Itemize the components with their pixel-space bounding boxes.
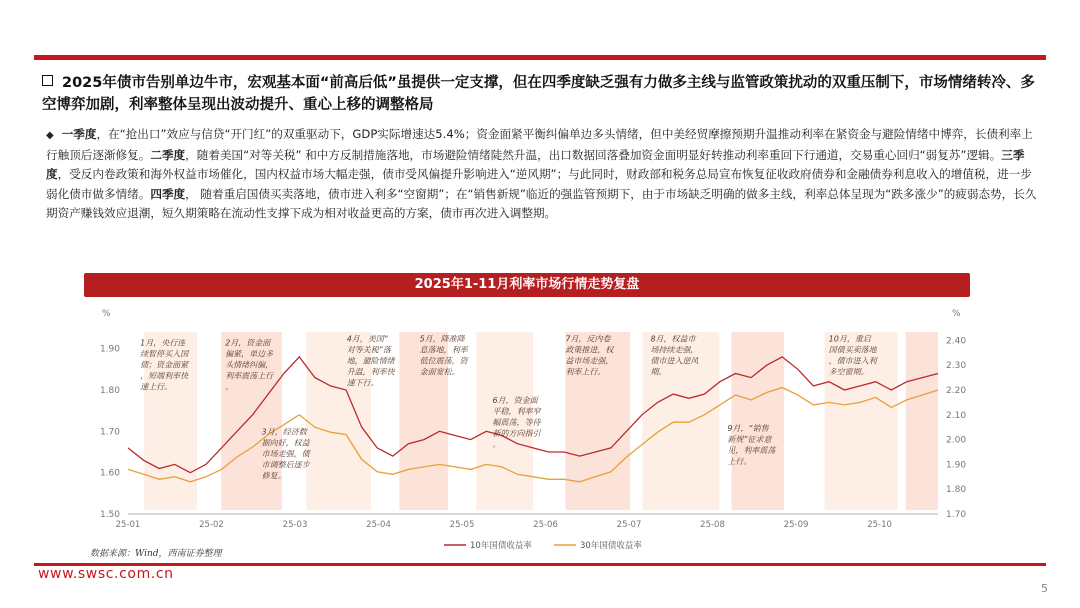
- annotation-line: 对等关税”落: [346, 345, 391, 355]
- annotation-line: 债市进入逆风: [650, 356, 699, 366]
- annotation-line: 利率上行。: [565, 367, 606, 377]
- right-tick-label: 2.40: [946, 336, 967, 347]
- q1-text: ，在“抢出口”效应与信贷“开门红”的双重驱动下，GDP实际增速达5.4%；资金面紧平衡纠偏单边多头情绪，但中美经贸摩擦预期升温推动利率在紧资金与避险情绪中博弈，长债利率上行触顶后逐渐修复。: [46, 127, 1033, 162]
- annotation-line: 低位震荡，资: [419, 356, 468, 366]
- left-tick-label: 1.80: [99, 386, 120, 396]
- annotation-line: 6月，资金面: [492, 396, 538, 406]
- annotation-line: 8月，权益市: [650, 334, 696, 344]
- annotation-line: 幅震荡，等待: [492, 418, 541, 428]
- period-band-8: [731, 332, 784, 510]
- right-tick-label: 1.80: [946, 485, 967, 496]
- period-band-2: [221, 332, 282, 510]
- q1-label: 一季度: [61, 127, 97, 141]
- annotation-line: 金面宽松。: [419, 367, 460, 377]
- annotation-line: 多空窗期。: [828, 367, 869, 377]
- right-tick-label: 1.70: [946, 510, 967, 520]
- annotation-line: 政策推进，权: [565, 345, 614, 355]
- annotation-line: 平稳，利率窄: [492, 407, 541, 417]
- annotation-line: 利率震荡上行: [225, 371, 274, 381]
- annotation-line: 上行。: [727, 457, 752, 466]
- headline-text: 2025年债市告别单边牛市，宏观基本面“前高后低”虽提供一定支撑，但在四季度缺乏强有力做多主线与监管政策扰动的双重压制下，市场情绪转冷、多空博弈加剧，利率整体呈现出波动提升、重心上移的调整格局: [42, 75, 1035, 113]
- annotation-line: 益市场走强，: [565, 356, 614, 366]
- annotation-line: ，债市进入利: [828, 356, 877, 366]
- annotation-line: 5月，降准降: [419, 334, 465, 344]
- headline: [42, 72, 1042, 116]
- q4-label: 四季度: [150, 186, 186, 201]
- quarterly-review-paragraph: [46, 125, 1042, 224]
- annotation-line: 场持续走强，: [650, 345, 699, 355]
- legend-label-1: 10年国债收益率: [470, 541, 532, 551]
- x-tick-label: 25-02: [199, 520, 224, 530]
- legend-label-2: 30年国债收益率: [580, 541, 642, 551]
- annotation-line: 升温，利率快: [346, 367, 395, 377]
- annotation-line: 4月，美国“: [346, 334, 388, 344]
- annotation-line: 国债买卖落地: [828, 345, 877, 355]
- annotation-line: 市场走强，债: [261, 449, 310, 459]
- annotation-line: 速下行。: [346, 378, 379, 388]
- diamond-bullet-icon: ◆: [46, 130, 54, 141]
- annotation-line: 新规”征求意: [727, 435, 772, 444]
- annotation-3: [262, 428, 311, 481]
- left-tick-label: 1.60: [99, 468, 120, 479]
- annotation-line: 2月，资金面: [225, 338, 271, 348]
- annotation-line: 7月，反内卷: [565, 334, 611, 344]
- footer-url[interactable]: www.swsc.com.cn: [38, 566, 174, 582]
- annotation-line: 头情绪纠偏，: [225, 360, 274, 370]
- annotation-line: 地，避险情绪: [346, 356, 395, 366]
- q3-label: 三季度: [46, 147, 1025, 181]
- annotation-line: 新的方向指引: [492, 429, 541, 439]
- annotation-4: [347, 335, 396, 388]
- period-band-10: [906, 332, 938, 510]
- x-tick-label: 25-03: [282, 520, 308, 530]
- right-tick-label: 2.10: [946, 410, 967, 421]
- annotation-line: 。: [492, 440, 501, 450]
- x-tick-label: 25-06: [533, 520, 558, 530]
- x-tick-label: 25-05: [449, 520, 475, 530]
- annotation-line: 。: [225, 382, 234, 392]
- right-tick-label: 2.20: [946, 386, 967, 396]
- annotation-line: 据向好，权益: [261, 438, 310, 448]
- annotation-line: 息落地，利率: [419, 345, 468, 355]
- top-accent-bar: [34, 55, 1046, 60]
- x-tick-label: 25-04: [366, 520, 391, 530]
- x-tick-label: 25-01: [115, 520, 141, 530]
- x-tick-label: 25-08: [700, 520, 725, 530]
- annotation-line: 9月，“销售: [727, 424, 769, 433]
- annotation-line: 修复。: [261, 471, 286, 481]
- x-tick-label: 25-07: [616, 520, 642, 530]
- bottom-accent-bar: [34, 563, 1046, 566]
- annotation-line: ，短端利率快: [140, 371, 189, 381]
- annotation-line: 见，利率震荡: [727, 446, 776, 455]
- yield-chart: [84, 298, 970, 560]
- square-bullet-icon: [42, 75, 53, 86]
- q2-label: 二季度: [150, 147, 186, 162]
- q4-text: ， 随着重启国债买卖落地，债市进入利多“空窗期”；在“销售新规”临近的强监管预期下，由于市场缺乏明确的做多主线，利率总体呈现为“跌多涨少”的疲弱态势，长久期资产赚钱效应退潮，短久期策略在流动性支撑下成为相对收益更高的方案，债市再次进入调整期。: [46, 186, 1037, 220]
- left-tick-label: 1.90: [99, 344, 120, 355]
- annotation-line: 10月，重启: [828, 334, 871, 344]
- annotation-line: 偏紧，单边多: [225, 349, 274, 359]
- q3-text: ，受反内卷政策和海外权益市场催化，国内权益市场大幅走强，债市受风偏提升影响进入“逆风期”；与此同时，财政部和税务总局宣布恢复征收政府债券和金融债券利息收入的增值税，进一步弱化债市做多情绪。: [46, 167, 1032, 201]
- q2-text: ，随着美国“对等关税” 和中方反制措施落地，市场避险情绪陡然升温，出口数据回落叠加资金面明显好转推动利率重回下行通道，交易重心回归“弱复苏”逻辑。: [185, 147, 1002, 162]
- annotation-line: 债；资金面紧: [140, 360, 189, 370]
- left-tick-label: 1.50: [99, 510, 120, 520]
- annotation-line: 3月，经济数: [261, 427, 307, 437]
- chart-banner: 2025年1-11月利率市场行情走势复盘: [84, 273, 970, 297]
- left-tick-label: 1.70: [99, 427, 120, 438]
- period-band-1: [144, 332, 197, 510]
- source-note: 数据来源：Wind，西南证券整理: [90, 549, 222, 559]
- x-tick-label: 25-10: [867, 520, 892, 530]
- left-axis-unit: %: [102, 309, 111, 319]
- right-tick-label: 2.30: [946, 361, 967, 372]
- right-axis-unit: %: [952, 309, 961, 319]
- annotation-line: 期。: [650, 367, 667, 377]
- page-number: 5: [1041, 582, 1048, 595]
- annotation-line: 续暂停买入国: [140, 349, 189, 359]
- right-tick-label: 1.90: [946, 460, 967, 471]
- annotation-line: 速上行。: [140, 382, 173, 392]
- annotation-line: 1月，央行连: [140, 338, 186, 348]
- right-tick-label: 2.00: [946, 435, 967, 446]
- annotation-line: 市调整后逐步: [261, 460, 310, 470]
- x-tick-label: 25-09: [783, 520, 809, 530]
